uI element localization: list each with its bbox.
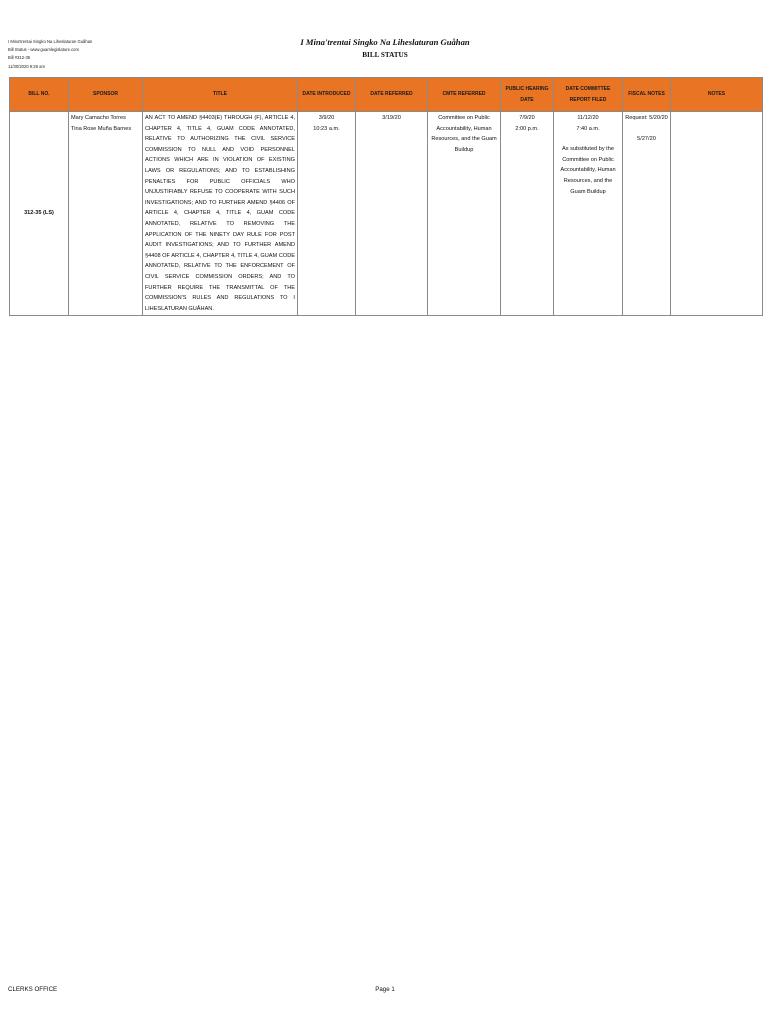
col-title: TITLE [143, 78, 298, 112]
col-bill-no: BILL NO. [10, 78, 69, 112]
col-fiscal-notes: FISCAL NOTES [623, 78, 671, 112]
time-introduced: 10:23 a.m. [313, 125, 340, 132]
table-header-row [10, 78, 763, 112]
col-cmte-referred: CMTE REFERRED [428, 78, 501, 112]
report-date: 11/12/20 [577, 115, 599, 121]
cell-title: AN ACT TO AMEND §4403(E) THROUGH (F), ARTICLE 4, CHAPTER 4, TITLE 4, GUAM CODE ANNOTATED, RELATIVE TO AUTHORIZING THE CIVIL SERVICE COMMISSION TO NULL AND VOID PERSONNEL ACTIONS WHICH ARE IN VIOLATION OF EXISTING LAWS OR REGULATIONS; AND TO ESTABLISHING PENALTIES FOR PUBLIC OFFICIALS WHO UNJUSTIFIABLY REFUSE TO COOPERATE WITH SUCH INVESTIGATIONS; AND TO FURTHER AMEND §4406 OF ARTICLE 4, CHAPTER 4, TITLE 4, GUAM CODE ANNOTATED, RELATIVE TO REMOVING THE APPLICATION OF THE NINETY DAY RULE FOR POST AUDIT INVESTIGATIONS; AND TO FURTHER AMEND §4408 OF ARTICLE 4, CHAPTER 4, TITLE 4, GUAM CODE ANNOTATED, RELATIVE TO THE ENFORCEMENT OF CIVIL SERVICE COMMISSION ORDERS; AND TO FURTHER REQUIRE THE TRANSMITTAL OF THE COMMISSION'S RULES AND REGULATIONS TO I LIHESLATURAN GUÅHAN. [143, 112, 298, 316]
cell-committee: Committee on Public Accountability, Human Resources, and the Guam Buildup [428, 112, 501, 316]
meta-line: Bill #312-35 [8, 55, 31, 61]
cell-date-referred: 3/19/20 [356, 112, 428, 316]
col-report-filed: DATE COMMITTEE REPORT FILED [554, 78, 623, 112]
document-heading [0, 36, 770, 61]
hearing-time: 2:00 p.m. [515, 125, 539, 132]
meta-line: Bill Status - www.guamlegislature.com [8, 47, 79, 53]
col-date-referred: DATE REFERRED [356, 78, 428, 112]
cell-public-hearing [501, 112, 554, 316]
col-sponsor: SPONSOR [69, 78, 143, 112]
meta-line: 11/30/2020 9:28 am [8, 63, 45, 69]
cell-report-filed [554, 112, 623, 316]
report-note: As substituted by the Committee on Public Accountability, Human Resources, and the Guam Buildup [560, 146, 616, 195]
date-introduced: 3/9/20 [318, 115, 335, 121]
bill-status-table [9, 77, 763, 316]
fiscal-date: 5/27/20 [637, 135, 656, 142]
cell-sponsor [69, 112, 143, 316]
col-public-hearing: PUBLIC HEARING DATE [501, 78, 554, 112]
table-row [10, 112, 763, 316]
report-time: 7:40 a.m. [576, 125, 600, 132]
col-notes: NOTES [671, 78, 763, 112]
document-title: I Mina'trentai Singko Na Liheslaturan Guåhan [300, 37, 470, 47]
sponsor-name: Mary Camacho Torres [71, 115, 126, 121]
document-subtitle: BILL STATUS [362, 51, 408, 59]
cell-notes [671, 112, 763, 316]
sponsor-name: Tina Rose Muña Barnes [71, 125, 132, 132]
cell-date-introduced [298, 112, 356, 316]
footer-office: CLERKS OFFICE [8, 986, 58, 993]
cell-fiscal-notes [623, 112, 671, 316]
fiscal-request: Request: 5/20/20 [625, 115, 668, 121]
meta-line: I Mina'trentai Singko Na Liheslaturan Guåhan [8, 39, 93, 44]
col-date-introduced: DATE INTRODUCED [298, 78, 356, 112]
footer-page-number: Page 1 [375, 986, 395, 993]
cell-bill-no: 312-35 (LS) [10, 112, 69, 316]
hearing-date: 7/9/20 [519, 115, 535, 121]
